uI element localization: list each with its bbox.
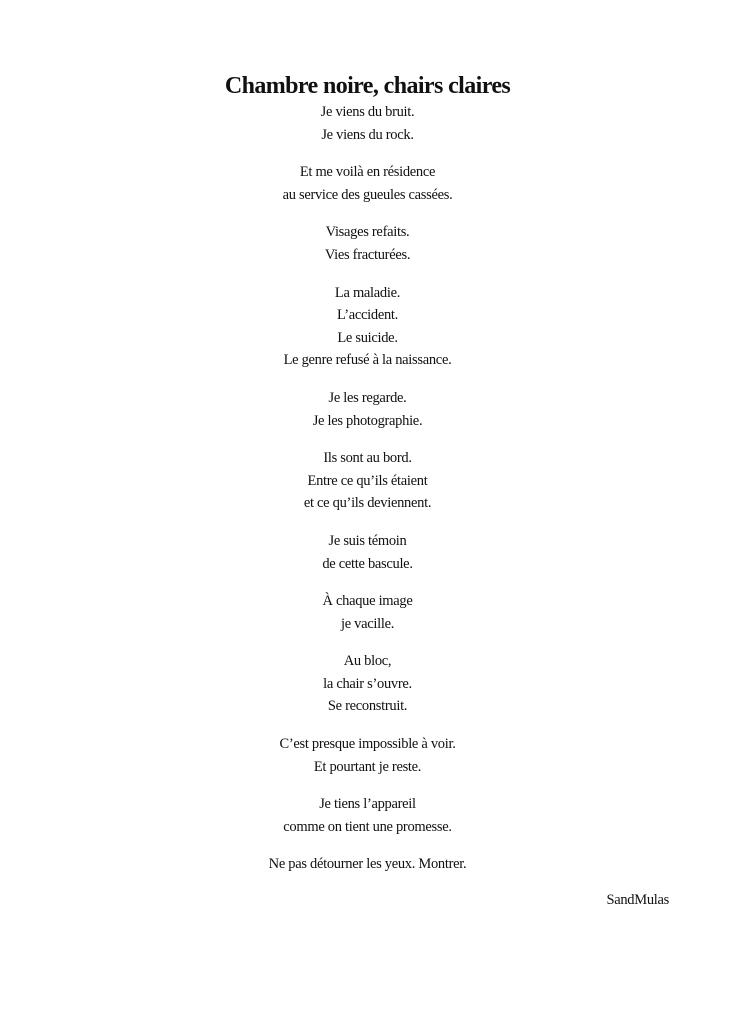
poem-title: Chambre noire, chairs claires xyxy=(224,73,511,99)
poem-line: L’accident. xyxy=(337,307,398,324)
poem-line: Se reconstruit. xyxy=(327,698,408,715)
stanza xyxy=(0,221,735,266)
stanza xyxy=(0,447,735,515)
poem-line: Ne pas détourner les yeux. Montrer. xyxy=(268,856,467,873)
stanza xyxy=(0,387,735,432)
poem-line: Je suis témoin xyxy=(328,532,407,549)
poem-line: C’est presque impossible à voir. xyxy=(279,736,456,753)
stanza xyxy=(0,530,735,575)
poem-line: Vies fracturées. xyxy=(324,246,411,263)
poem-line: au service des gueules cassées. xyxy=(282,186,453,203)
stanza xyxy=(0,590,735,635)
author-signature: SandMulas xyxy=(606,892,669,908)
poem-line: La maladie. xyxy=(334,284,401,301)
stanza xyxy=(0,282,735,372)
poem-line: Je viens du rock. xyxy=(321,126,414,143)
poem-line: de cette bascule. xyxy=(322,555,413,572)
poem-line: Ils sont au bord. xyxy=(323,450,412,467)
poem-line: Et pourtant je reste. xyxy=(313,758,422,775)
poem-line: Le suicide. xyxy=(337,329,398,346)
poem-line: Visages refaits. xyxy=(325,224,410,241)
poem-line: je vacille. xyxy=(340,615,395,632)
stanza xyxy=(0,853,735,876)
poem-line: Je tiens l’appareil xyxy=(319,796,416,813)
stanza xyxy=(0,161,735,206)
poem-line: comme on tient une promesse. xyxy=(283,818,452,835)
poem-body xyxy=(0,101,735,891)
poem-line: Je les regarde. xyxy=(328,389,407,406)
poem-line: Au bloc, xyxy=(343,653,392,670)
poem-line: Et me voilà en résidence xyxy=(299,164,436,181)
stanza xyxy=(0,650,735,718)
poem-line: la chair s’ouvre. xyxy=(323,675,412,692)
poem-line: Le genre refusé à la naissance. xyxy=(283,352,452,369)
poem-line: Je les photographie. xyxy=(312,412,423,429)
poem-line: À chaque image xyxy=(322,593,413,610)
stanza xyxy=(0,793,735,838)
poem-line: Je viens du bruit. xyxy=(320,104,415,120)
stanza xyxy=(0,733,735,778)
poem-line: Entre ce qu’ils étaient xyxy=(307,472,428,489)
stanza xyxy=(0,101,735,146)
poem-line: et ce qu’ils deviennent. xyxy=(303,495,432,512)
